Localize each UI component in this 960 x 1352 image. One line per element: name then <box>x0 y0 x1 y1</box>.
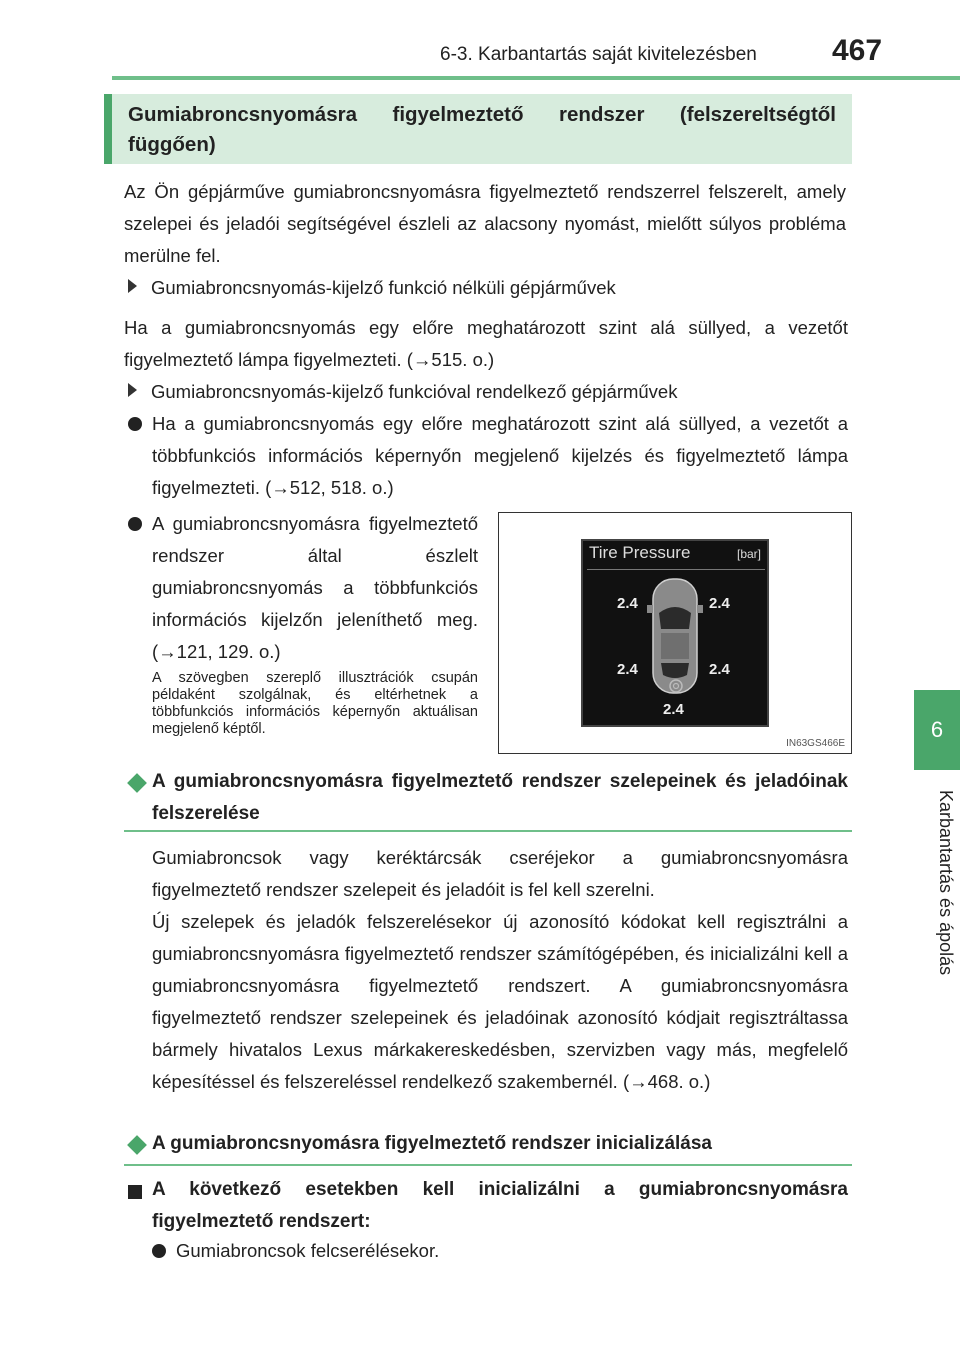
sub1-title-text: Gumiabroncsnyomás-kijelző funkció nélküli gépjárművek <box>151 277 616 298</box>
spare-pressure: 2.4 <box>663 701 684 718</box>
rear-left-pressure: 2.4 <box>617 661 638 678</box>
mid-display-screen <box>581 539 769 727</box>
unit-label: [bar] <box>736 547 761 561</box>
section1-paragraph1: Gumiabroncsok vagy keréktárcsák cseréjekor a gumiabroncsnyomásra figyelmeztető rendszer szelepeit és jeladóit is fel kell szerelni. <box>152 847 848 900</box>
sub1-title <box>128 272 848 304</box>
bullet-dot-icon <box>128 417 142 431</box>
rear-right-pressure: 2.4 <box>709 661 730 678</box>
diamond-bullet-icon <box>127 1135 147 1155</box>
screen-title: Tire Pressure <box>589 543 691 562</box>
section2-bullet: Gumiabroncsok felcserélésekor. <box>176 1240 440 1261</box>
front-right-pressure: 2.4 <box>709 595 730 612</box>
illustration-note: A szövegben szereplő illusztrációk csupán példaként szolgálnak, és eltérhetnek a többfunkciós információs képernyőn aktuálisan megjelenő képtől. <box>152 670 478 737</box>
chapter-label: Karbantartás és ápolás <box>936 790 956 976</box>
section2-subheading: A következő esetekben kell inicializálni a gumiabroncsnyomásra figyelmeztető rendszert: <box>152 1179 848 1232</box>
sub2-bullet1: Ha a gumiabroncsnyomás egy előre meghatározott szint alá süllyed, a vezetőt a többfunkciós információs képernyőn megjelenő kijelzés és figyelmeztető lámpa figyelmezteti. (→512, 518. o.) <box>152 413 848 498</box>
bullet-dot-icon <box>152 1244 166 1258</box>
page-number: 467 <box>832 34 883 67</box>
intro-paragraph: Az Ön gépjárműve gumiabroncsnyomásra figyelmeztető rendszerrel felszerelt, amely szelepei és jeladói segítségével észleli az alacsony nyomást, mielőtt súlyos probléma merülne fel. <box>124 181 846 266</box>
sub2-title <box>128 376 848 408</box>
section-title: Gumiabroncsnyomásra figyelmeztető rendszer (felszereltségtől függően) <box>104 94 852 164</box>
triangle-bullet-icon <box>128 383 137 397</box>
section1-heading: A gumiabroncsnyomásra figyelmeztető rendszer szelepeinek és jeladóinak felszerelése <box>152 771 848 824</box>
figure-code: IN63GS466E <box>786 738 845 749</box>
tire-pressure-figure <box>498 512 852 754</box>
bullet-dot-icon <box>128 517 142 531</box>
header-section-title: 6-3. Karbantartás saját kivitelezésben <box>440 44 757 65</box>
section2-heading: A gumiabroncsnyomásra figyelmeztető rendszer inicializálása <box>152 1133 712 1154</box>
sub2-bullet2: A gumiabroncsnyomásra figyelmeztető rendszer által észlelt gumiabroncsnyomás a többfunkciós információs kijelzőn jeleníthető meg. (→121, 129. o.) <box>152 513 478 662</box>
sub2-title-text: Gumiabroncsnyomás-kijelző funkcióval rendelkező gépjárművek <box>151 381 678 402</box>
screen-divider <box>587 569 765 570</box>
chapter-tab: 6 <box>914 690 960 770</box>
diamond-bullet-icon <box>127 773 147 793</box>
square-bullet-icon <box>128 1185 142 1199</box>
triangle-bullet-icon <box>128 279 137 293</box>
spare-tire-icon <box>669 679 683 693</box>
section1-paragraph2: Új szelepek és jeladók felszerelésekor új azonosító kódokat kell regisztrálni a gumiabroncsnyomásra figyelmeztető rendszer számítógépében, és inicializálni kell a gumiabroncsnyomásra figyelmeztető rendszert. A gumiabroncsnyomásra figyelmeztető rendszer szelepeinek és jeladóinak azonosító kódjait regisztráltassa bármely hivatalos Lexus márkakereskedésben, szervizben vagy más, megfelelő képesítéssel és felszereléssel rendelkező szakembernél. (→468. o.) <box>152 911 848 1092</box>
front-left-pressure: 2.4 <box>617 595 638 612</box>
sub1-text: Ha a gumiabroncsnyomás egy előre meghatározott szint alá süllyed, a vezetőt figyelmeztető lámpa figyelmezteti. (→515. o.) <box>124 317 848 370</box>
section2-rule <box>124 1164 852 1166</box>
section1-rule <box>124 830 852 832</box>
header-rule <box>112 76 960 80</box>
